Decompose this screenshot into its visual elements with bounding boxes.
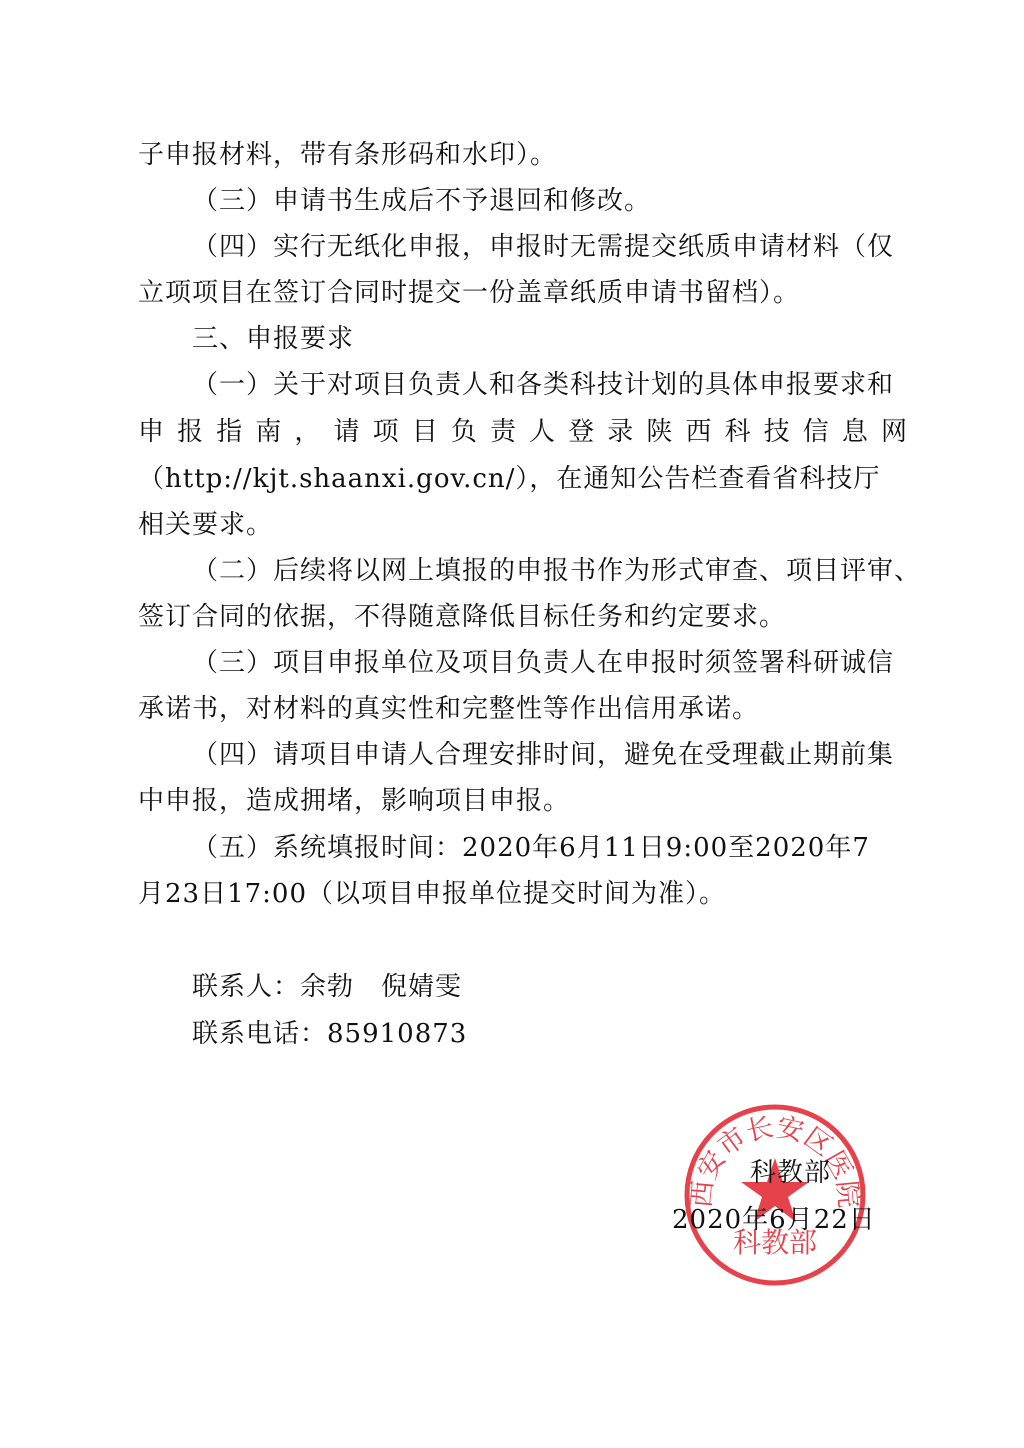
paragraph-line: （三）项目申报单位及项目负责人在申报时须签署科研诚信: [192, 648, 895, 678]
paragraph-line: 月23日17:00（以项目申报单位提交时间为准）。: [138, 879, 727, 909]
section-heading: 三、申报要求: [192, 324, 355, 354]
signature-block: [600, 1100, 900, 1300]
paragraph-line: 申报指南，请项目负责人登录陕西科技信息网: [138, 417, 908, 447]
paragraph-line: （http://kjt.shaanxi.gov.cn/），在通知公告栏查看省科技厅: [138, 464, 881, 494]
seal-arc-text: 西安市长安区医院: [686, 1111, 864, 1209]
paragraph-line: （二）后续将以网上填报的申报书作为形式审查、项目评审、: [192, 556, 922, 586]
signature-date: 2020年6月22日: [672, 1205, 876, 1235]
official-seal: [682, 1102, 868, 1288]
paragraph-line: （四）实行无纸化申报，申报时无需提交纸质申请材料（仅: [192, 232, 895, 262]
paragraph-line: 子申报材料，带有条形码和水印）。: [138, 140, 558, 170]
paragraph-line: （三）申请书生成后不予退回和修改。: [192, 186, 652, 216]
paragraph-line: 相关要求。: [138, 510, 274, 540]
signature-department: 科教部: [750, 1158, 832, 1188]
contact-person: 联系人：余勃 倪婧雯: [192, 972, 463, 1002]
contact-phone: 联系电话：85910873: [192, 1019, 468, 1049]
paragraph-line: （一）关于对项目负责人和各类科技计划的具体申报要求和: [192, 370, 895, 400]
paragraph-line: 立项项目在签订合同时提交一份盖章纸质申请书留档）。: [138, 278, 801, 308]
paragraph-line: （四）请项目申请人合理安排时间，避免在受理截止期前集: [192, 740, 895, 770]
paragraph-line: 承诺书，对材料的真实性和完整性等作出信用承诺。: [138, 694, 760, 724]
seal-bottom-text: 科教部: [732, 1226, 818, 1259]
paragraph-line: 签订合同的依据，不得随意降低目标任务和约定要求。: [138, 602, 787, 632]
paragraph-line: （五）系统填报时间：2020年6月11日9:00至2020年7: [192, 833, 870, 863]
paragraph-line: 中申报，造成拥堵，影响项目申报。: [138, 786, 571, 816]
